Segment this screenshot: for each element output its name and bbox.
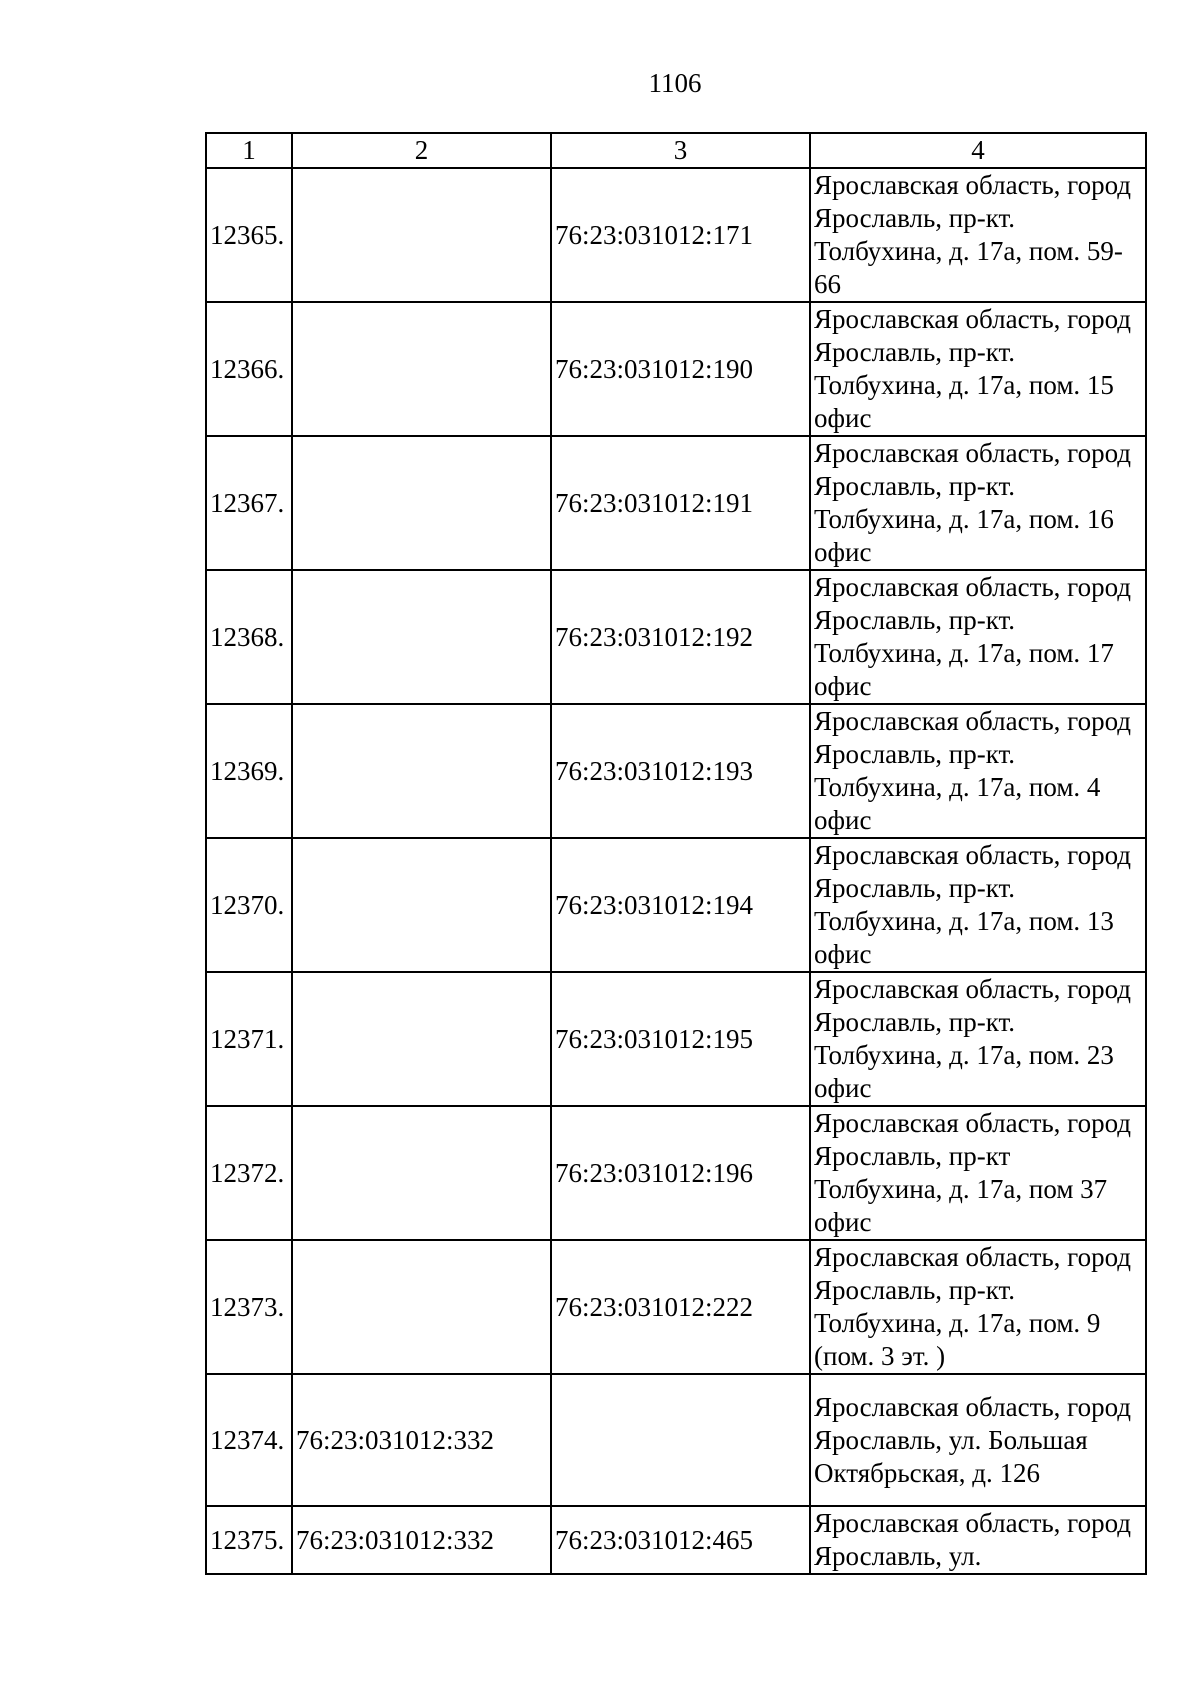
address-text: Ярославская область, город Ярославль, пр-кт. Толбухина, д. 17а, пом. 4 офис (814, 706, 1132, 835)
header-col-4: 4 (810, 133, 1146, 168)
address-text: Ярославская область, город Ярославль, ул. (814, 1508, 1132, 1571)
page-number: 1106 (648, 68, 702, 98)
row-number: 12370. (206, 838, 292, 972)
table-row (206, 1106, 1146, 1240)
header-col-3: 3 (551, 133, 810, 168)
registry-table (205, 132, 1147, 1575)
table-row (206, 1506, 1146, 1574)
address-text: Ярославская область, город Ярославль, пр-кт Толбухина, д. 17а, пом 37 офис (814, 1108, 1132, 1237)
cadastral-number-building (292, 1240, 551, 1374)
address-cell (810, 302, 1146, 436)
cadastral-number-premises: 76:23:031012:196 (551, 1106, 810, 1240)
address-cell (810, 1106, 1146, 1240)
address-text: Ярославская область, город Ярославль, пр-кт. Толбухина, д. 17а, пом. 16 офис (814, 438, 1132, 567)
cadastral-number-premises: 76:23:031012:190 (551, 302, 810, 436)
cadastral-number-building: 76:23:031012:332 (292, 1374, 551, 1506)
address-cell (810, 1240, 1146, 1374)
table-row (206, 972, 1146, 1106)
cadastral-number-building (292, 704, 551, 838)
table-row (206, 436, 1146, 570)
row-number: 12374. (206, 1374, 292, 1506)
address-cell (810, 1374, 1146, 1506)
address-text: Ярославская область, город Ярославль, пр-кт. Толбухина, д. 17а, пом. 23 офис (814, 974, 1132, 1103)
address-cell (810, 168, 1146, 302)
cadastral-number-premises: 76:23:031012:192 (551, 570, 810, 704)
cadastral-number-building (292, 570, 551, 704)
header-col-1: 1 (206, 133, 292, 168)
address-text: Ярославская область, город Ярославль, ул. Большая Октябрьская, д. 126 (814, 1391, 1132, 1488)
address-cell (810, 704, 1146, 838)
address-text: Ярославская область, город Ярославль, пр-кт. Толбухина, д. 17а, пом. 9 (пом. 3 эт. ) (814, 1242, 1132, 1371)
table-row (206, 168, 1146, 302)
address-cell (810, 1506, 1146, 1574)
table-row (206, 302, 1146, 436)
cadastral-number-building (292, 1106, 551, 1240)
cadastral-number-premises (551, 1374, 810, 1506)
address-cell (810, 838, 1146, 972)
address-cell (810, 972, 1146, 1106)
row-number: 12373. (206, 1240, 292, 1374)
table-row (206, 1240, 1146, 1374)
cadastral-number-building (292, 972, 551, 1106)
cadastral-number-premises: 76:23:031012:193 (551, 704, 810, 838)
row-number: 12368. (206, 570, 292, 704)
cadastral-number-premises: 76:23:031012:171 (551, 168, 810, 302)
cadastral-number-building (292, 302, 551, 436)
table-row (206, 704, 1146, 838)
cadastral-number-premises: 76:23:031012:222 (551, 1240, 810, 1374)
cadastral-number-building (292, 436, 551, 570)
row-number: 12366. (206, 302, 292, 436)
cadastral-number-premises: 76:23:031012:465 (551, 1506, 810, 1574)
row-number: 12367. (206, 436, 292, 570)
table-row (206, 838, 1146, 972)
table-header-row (206, 133, 1146, 168)
cadastral-number-premises: 76:23:031012:191 (551, 436, 810, 570)
row-number: 12375. (206, 1506, 292, 1574)
table-row (206, 570, 1146, 704)
row-number: 12365. (206, 168, 292, 302)
row-number: 12372. (206, 1106, 292, 1240)
cadastral-number-premises: 76:23:031012:195 (551, 972, 810, 1106)
address-cell (810, 570, 1146, 704)
address-text: Ярославская область, город Ярославль, пр-кт. Толбухина, д. 17а, пом. 13 офис (814, 840, 1132, 969)
address-text: Ярославская область, город Ярославль, пр-кт. Толбухина, д. 17а, пом. 59-66 (814, 170, 1132, 299)
address-cell (810, 436, 1146, 570)
row-number: 12369. (206, 704, 292, 838)
row-number: 12371. (206, 972, 292, 1106)
cadastral-number-building (292, 168, 551, 302)
cadastral-number-building: 76:23:031012:332 (292, 1506, 551, 1574)
address-text: Ярославская область, город Ярославль, пр-кт. Толбухина, д. 17а, пом. 17 офис (814, 572, 1132, 701)
cadastral-number-premises: 76:23:031012:194 (551, 838, 810, 972)
header-col-2: 2 (292, 133, 551, 168)
table-row (206, 1374, 1146, 1506)
address-text: Ярославская область, город Ярославль, пр-кт. Толбухина, д. 17а, пом. 15 офис (814, 304, 1132, 433)
cadastral-number-building (292, 838, 551, 972)
